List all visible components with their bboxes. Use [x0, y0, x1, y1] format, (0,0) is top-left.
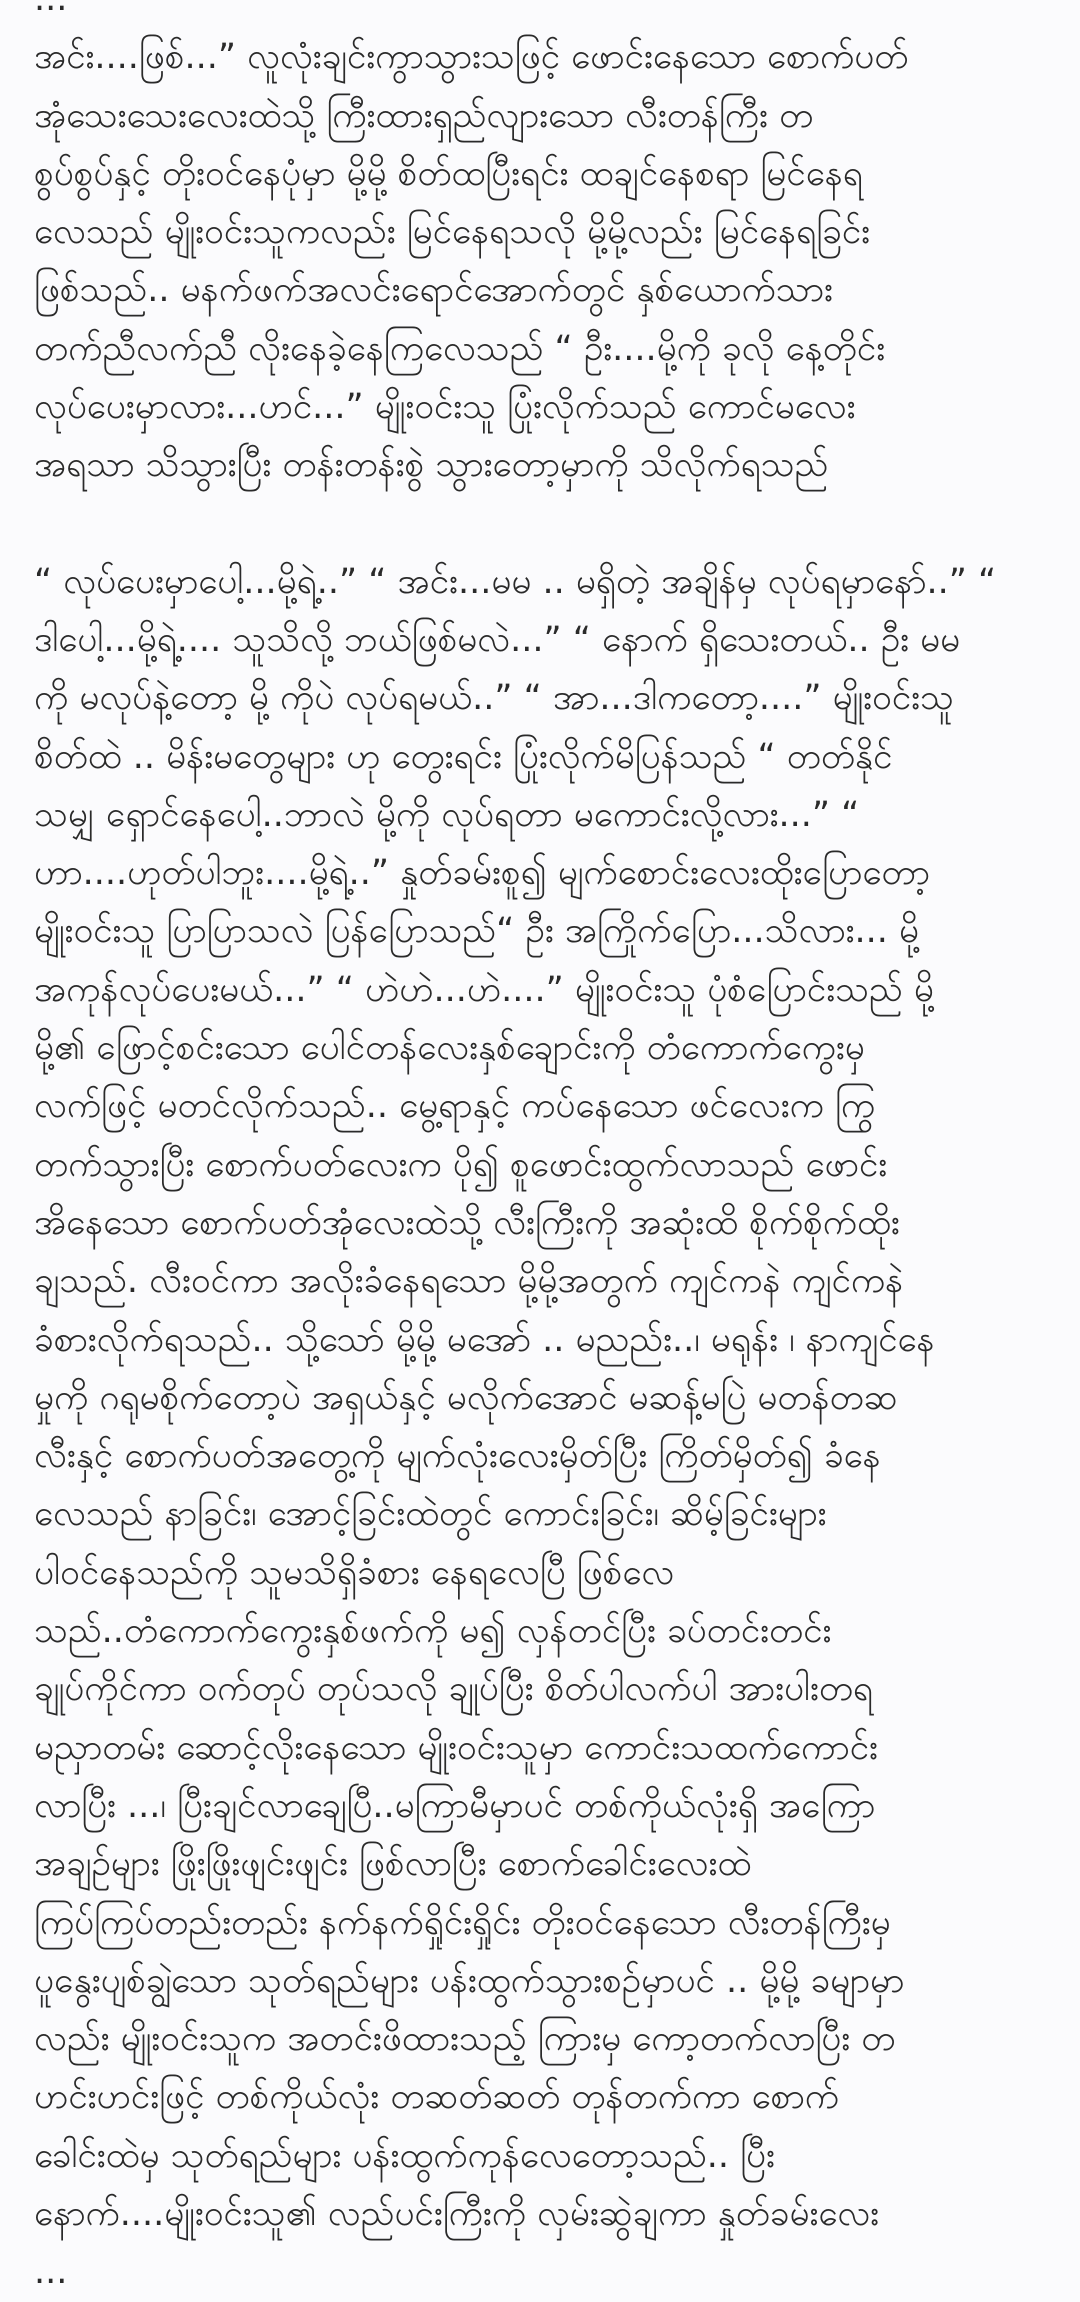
text-line: မျိုးဝင်းသူ ပြာပြာသလဲ ပြန်ပြောသည်“ ဦး အကြိုက်ပြော...သိလား... မို့: [34, 911, 920, 952]
text-line: အင်း....ဖြစ်...” လူလုံးချင်းကွာသွားသဖြင့် ဖောင်းနေသော စောက်ပတ်: [34, 37, 909, 78]
text-line: လေသည် နာခြင်း၊ အောင့်ခြင်းထဲတွင် ကောင်းခြင်း၊ ဆိမ့်ခြင်းများ: [34, 1494, 827, 1535]
text-line: လီးနှင့် စောက်ပတ်အတွေ့ကို မျက်လုံးလေးမှိတ်ပြီး ကြိတ်မှိတ်၍ ခံနေ: [34, 1436, 881, 1477]
text-line: အုံသေးသေးလေးထဲသို့ ကြီးထားရှည်လျားသော လီးတန်ကြီး တ: [34, 95, 814, 136]
text-line: ကြပ်ကြပ်တည်းတည်း နက်နက်ရှိုင်းရှိုင်း တိုးဝင်နေသော လီးတန်ကြီးမှ: [34, 1902, 891, 1943]
text-line: ကို မလုပ်နဲ့တော့ မို့ ကိုပဲ လုပ်ရမယ်..” “ အာ...ဒါကတော့....” မျိုးဝင်းသူ: [34, 678, 954, 719]
text-line: ...: [34, 2252, 68, 2293]
paragraph-2: [34, 553, 1046, 2302]
text-line: “ လုပ်ပေးမှာပေါ့...မို့ရဲ့..” “ အင်း...မမ .. မရှိတဲ့ အချိန်မှ လုပ်ရမှာနော်..” “: [34, 561, 997, 602]
text-line: ချုပ်ကိုင်ကာ ဝက်တုပ် တုပ်သလို ချုပ်ပြီး စိတ်ပါလက်ပါ အားပါးတရ: [34, 1669, 874, 1710]
text-line: ဒါပေါ့...မို့ရဲ့.... သူသိလို့ ဘယ်ဖြစ်မလဲ...” “ နောက် ရှိသေးတယ်.. ဦး မမ: [34, 619, 961, 660]
text-line: ပါဝင်နေသည်ကို သူမသိရှိခံစား နေရလေပြီ ဖြစ်လေ: [34, 1552, 675, 1593]
text-line: တက်သွားပြီး စောက်ပတ်လေးက ပို၍ စူဖောင်းထွက်လာသည် ဖောင်း: [34, 1144, 888, 1185]
text-line: ဟင်းဟင်းဖြင့် တစ်ကိုယ်လုံး တဆတ်ဆတ် တုန်တက်ကာ စောက်: [34, 2077, 839, 2118]
text-line: ချသည်. လီးဝင်ကာ အလိုးခံနေရသော မို့မို့အတွက် ကျင်ကနဲ ကျင်ကနဲ: [34, 1261, 904, 1302]
text-line: ခံစားလိုက်ရသည်.. သို့သော် မို့မို့ မအော် .. မညည်း..၊ မရုန်း ၊ နာကျင်နေ: [34, 1319, 935, 1360]
text-line: စိတ်ထဲ .. မိန်းမတွေများ ဟု တွေးရင်း ပြုံးလိုက်မိပြန်သည် “ တတ်နိုင်: [34, 736, 893, 777]
text-line: စွပ်စွပ်နှင့် တိုးဝင်နေပုံမှာ မို့မို့ စိတ်ထပြီးရင်း ထချင်နေစရာ မြင်နေရ: [34, 153, 863, 194]
article-body: [34, 0, 1046, 2302]
paragraph-gap: [34, 495, 1046, 553]
text-line: လုပ်ပေးမှာလား...ဟင်...” မျိုးဝင်းသူ ပြုံးလိုက်သည် ကောင်မလေး: [34, 387, 856, 428]
text-line: ခေါင်းထဲမှ သုတ်ရည်များ ပန်းထွက်ကုန်လေတော့သည်.. ပြီး: [34, 2135, 775, 2176]
text-line: သမျှ ရှောင်နေပေါ့..ဘာလဲ မို့ကို လုပ်ရတာ မကောင်းလို့လား...” “: [34, 794, 860, 835]
text-line: အရသာ သိသွားပြီး တန်းတန်းစွဲ သွားတော့မှာကို သိလိုက်ရသည်: [34, 445, 829, 486]
text-line: လေသည် မျိုးဝင်းသူကလည်း မြင်နေရသလို မို့မို့လည်း မြင်နေရခြင်း: [34, 212, 871, 253]
paragraph-1: [34, 0, 1046, 495]
text-line: ပူနွေးပျစ်ချွဲသော သုတ်ရည်များ ပန်းထွက်သွားစဉ်မှာပင် .. မို့မို့ ခမျာမှာ: [34, 1960, 905, 2001]
text-line: ဟာ....ဟုတ်ပါဘူး....မို့ရဲ့..” နှုတ်ခမ်းစူ၍ မျက်စောင်းလေးထိုးပြောတော့: [34, 853, 930, 894]
text-line: ဖြစ်သည်.. မနက်ဖက်အလင်းရောင်အောက်တွင် နှစ်ယောက်သား: [34, 270, 833, 311]
text-line: အချဉ်များ ဖြိုးဖြိုးဖျင်းဖျင်း ဖြစ်လာပြီး စောက်ခေါင်းလေးထဲ: [34, 1844, 752, 1885]
text-line: မညှာတမ်း ဆောင့်လိုးနေသော မျိုးဝင်းသူမှာ ကောင်းသထက်ကောင်း: [34, 1727, 878, 1768]
text-line: မှုကို ဂရုမစိုက်တော့ပဲ အရှယ်နှင့် မလိုက်အောင် မဆန့်မပြဲ မတန်တဆ: [34, 1377, 898, 1418]
text-line: မို့၏ ဖြောင့်စင်းသော ပေါင်တန်လေးနှစ်ချောင်းကို တံကောက်ကွေးမှ: [34, 1028, 865, 1069]
text-line: အကုန်လုပ်ပေးမယ်...” “ ဟဲဟဲ...ဟဲ....” မျိုးဝင်းသူ ပုံစံပြောင်းသည် မို့: [34, 969, 934, 1010]
text-line: နောက်....မျိုးဝင်းသူ၏ လည်ပင်းကြီးကို လှမ်းဆွဲချကာ နှုတ်ခမ်းလေး: [34, 2193, 880, 2234]
text-line: လည်း မျိုးဝင်းသူက အတင်းဖိထားသည့် ကြားမှ ကော့တက်လာပြီး တ: [34, 2019, 896, 2060]
text-line: တက်ညီလက်ညီ လိုးနေခဲ့နေကြလေသည် “ ဦး....မို့ကို ခုလို နေ့တိုင်း: [34, 328, 886, 369]
text-line: သည်..တံကောက်ကွေးနှစ်ဖက်ကို မ၍ လှန်တင်ပြီး ခပ်တင်းတင်း: [34, 1611, 832, 1652]
text-line: [34, 0, 1046, 28]
text-line: လာပြီး ...၊ ပြီးချင်လာချေပြီ..မကြာမီမှာပင် တစ်ကိုယ်လုံးရှိ အကြော: [34, 1785, 876, 1826]
text-line: လက်ဖြင့် မတင်လိုက်သည်.. မွေ့ရာနှင့် ကပ်နေသော ဖင်လေးက ကြွ: [34, 1086, 876, 1127]
text-line: အိနေသော စောက်ပတ်အုံလေးထဲသို့ လီးကြီးကို အဆုံးထိ စိုက်စိုက်ထိုး: [34, 1202, 900, 1243]
